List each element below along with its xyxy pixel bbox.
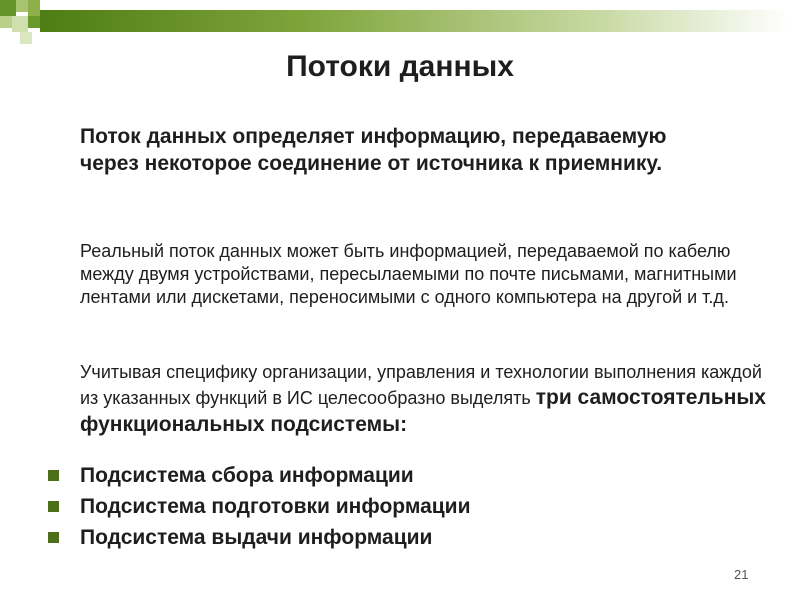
square-bullet-icon bbox=[48, 532, 59, 543]
deco-square bbox=[28, 0, 40, 16]
definition-paragraph: Поток данных определяет информацию, передаваемую через некоторое соединение от источника к приемнику. bbox=[80, 125, 667, 175]
square-bullet-icon bbox=[48, 501, 59, 512]
slide-title: Потоки данных bbox=[286, 50, 514, 83]
deco-square bbox=[0, 0, 16, 16]
list-item bbox=[48, 522, 748, 553]
intro-text: Учитывая специфику организации, управления и технологии выполнения каждой из указанных функций в ИС целесообразно выделять bbox=[80, 362, 762, 408]
square-bullet-icon bbox=[48, 470, 59, 481]
example-paragraph: Реальный поток данных может быть информацией, передаваемой по кабелю между двумя устройствами, пересылаемыми по почте письмами, магнитными лентами или дискетами, переносимыми с одного компьютера на другой и т.д. bbox=[80, 241, 737, 307]
list-item bbox=[48, 460, 748, 491]
deco-square bbox=[0, 16, 12, 28]
deco-square bbox=[20, 32, 32, 44]
subsystem-list bbox=[48, 460, 748, 553]
deco-square bbox=[28, 16, 40, 28]
list-item bbox=[48, 491, 748, 522]
deco-square bbox=[12, 16, 28, 32]
page-number: 21 bbox=[734, 567, 749, 582]
deco-square bbox=[16, 0, 28, 12]
header-gradient-bar bbox=[40, 10, 788, 32]
subsystems-intro-paragraph bbox=[80, 361, 780, 438]
list-item-label: Подсистема подготовки информации bbox=[80, 494, 471, 518]
intro-emphasis: три самостоятельных функциональных подсистемы: bbox=[80, 386, 766, 436]
list-item-label: Подсистема выдачи информации bbox=[80, 525, 433, 549]
list-item-label: Подсистема сбора информации bbox=[80, 463, 414, 487]
